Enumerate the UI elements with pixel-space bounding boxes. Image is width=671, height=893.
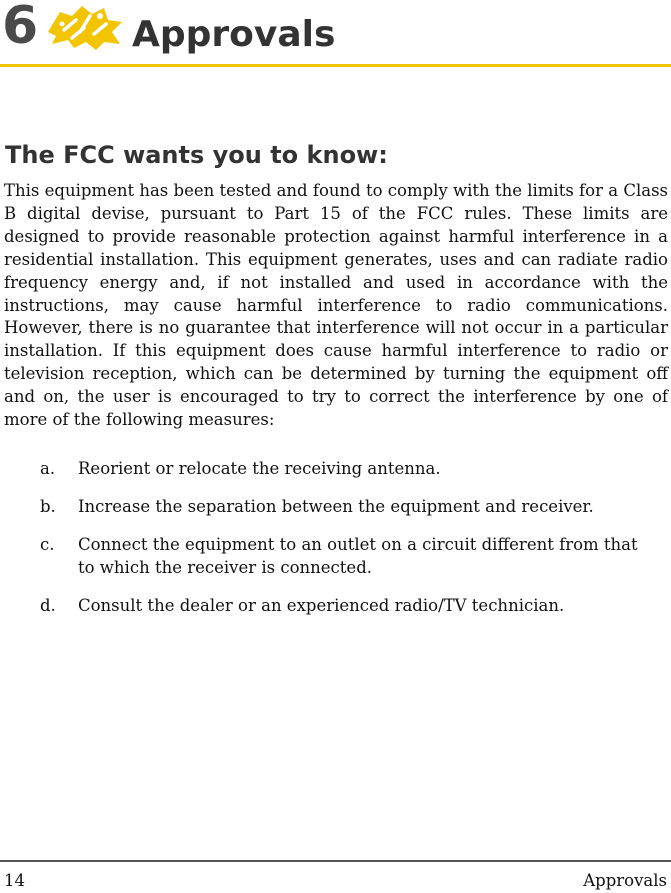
list-item-text: Reorient or relocate the receiving antenna. <box>78 459 441 478</box>
header-rule <box>0 64 671 67</box>
chapter-title: Approvals <box>132 14 336 55</box>
list-marker: a. <box>40 459 56 478</box>
chapter-header <box>0 0 671 68</box>
list-item <box>0 496 658 519</box>
chapter-number: 6 <box>2 0 39 56</box>
footer-rule <box>0 860 671 862</box>
footer-section-name: Approvals <box>583 871 667 890</box>
list-item-text: Consult the dealer or an experienced radio/TV technician. <box>78 595 565 615</box>
yellow-splash-icon <box>42 2 126 52</box>
section-heading: The FCC wants you to know: <box>5 141 388 169</box>
list-item <box>0 534 658 580</box>
list-item-text: Connect the equipment to an outlet on a circuit different from that to which the receiver is connected. <box>78 534 638 577</box>
list-item <box>0 458 658 481</box>
list-marker: c. <box>40 534 55 554</box>
page-number: 14 <box>4 871 25 890</box>
list-item-text: Increase the separation between the equipment and receiver. <box>78 496 594 516</box>
list-marker: b. <box>40 496 56 516</box>
list-item <box>0 595 658 618</box>
measures-list <box>0 458 671 633</box>
fcc-statement-paragraph: This equipment has been tested and found to comply with the limits for a Class B digital devise, pursuant to Part 15 of the FCC rules. These limits are designed to provide reasonable protection against harmful interference in a residential installation. This equipment generates, uses and can radiate radio frequency energy and, if not installed and used in accordance with the instructions, may cause harmful interference to radio communications. However, there is no guarantee that interference will not occur in a particular installation. If this equipment does cause harmful interference to radio or television reception, which can be determined by turning the equipment off and on, the user is encouraged to try to correct the interference by one of more of the following measures: <box>4 181 668 430</box>
list-marker: d. <box>40 595 56 615</box>
